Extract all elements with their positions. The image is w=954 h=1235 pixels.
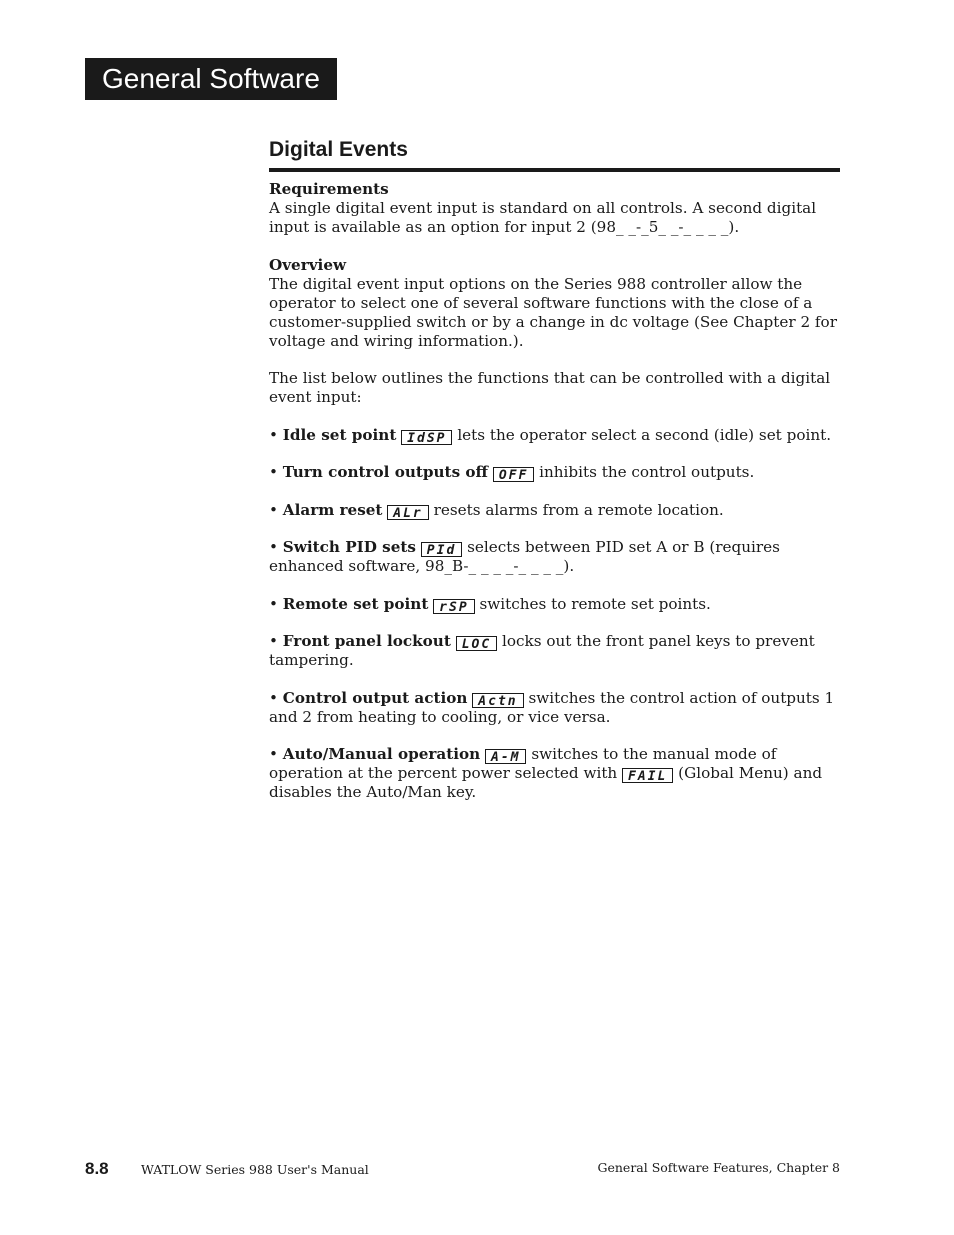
footer-chapter-title: General Software Features, Chapter 8 <box>597 1160 840 1175</box>
list-item-remote-set-point <box>269 595 840 614</box>
chapter-tab: General Software <box>85 58 337 100</box>
item-label: Idle set point <box>282 425 397 444</box>
bullet: • <box>269 538 278 556</box>
item-text: selects between PID set A or B (requires enhanced software, 98_B-_ _ _ _-_ _ _ _). <box>269 538 780 575</box>
item-label: Control output action <box>282 688 468 707</box>
lcd-code: rSP <box>433 599 474 614</box>
bullet: • <box>269 632 278 650</box>
title-rule <box>269 168 840 172</box>
lcd-code: A-M <box>485 749 526 764</box>
item-label: Switch PID sets <box>282 538 416 556</box>
requirements-paragraph <box>269 180 840 237</box>
item-label: Remote set point <box>282 594 429 613</box>
list-item-turn-outputs-off <box>269 463 840 482</box>
lcd-code-fail: FAIL <box>622 768 673 783</box>
bullet: • <box>269 425 278 444</box>
list-item-front-panel-lockout <box>269 632 840 670</box>
overview-paragraph <box>269 256 840 351</box>
bullet: • <box>269 594 278 613</box>
item-text: lets the operator select a second (idle) set point. <box>457 425 832 444</box>
item-label: Alarm reset <box>282 500 383 519</box>
item-label: Turn control outputs off <box>282 463 488 481</box>
list-item-control-output-action <box>269 689 840 727</box>
lcd-code: LOC <box>456 636 497 651</box>
overview-text: The digital event input options on the Series 988 controller allow the operator to select one of several software functions with the close of a customer-supplied switch or by a change in dc voltage (See Chapter 2 for voltage and wiring information.). <box>269 274 837 350</box>
lcd-code: OFF <box>493 467 534 482</box>
item-text: switches to remote set points. <box>479 594 711 613</box>
bullet: • <box>269 745 278 763</box>
bullet: • <box>269 463 278 481</box>
overview-heading: Overview <box>269 255 347 274</box>
list-item-auto-manual-operation <box>269 745 840 802</box>
page-number: 8.8 <box>85 1159 109 1178</box>
section-content <box>269 180 840 821</box>
requirements-text: A single digital event input is standard on all controls. A second digital input is available as an option for input 2 (98_ _-_5_ _-_ _ _ _). <box>269 199 817 236</box>
item-text: switches the control action of outputs 1 and 2 from heating to cooling, or vice versa. <box>269 688 835 726</box>
item-text: inhibits the control outputs. <box>539 463 755 481</box>
requirements-heading: Requirements <box>269 180 389 198</box>
bullet: • <box>269 688 278 707</box>
overview-list-intro: The list below outlines the functions that can be controlled with a digital event input: <box>269 369 831 406</box>
bullet: • <box>269 500 278 519</box>
item-text: resets alarms from a remote location. <box>433 500 724 519</box>
footer-manual-title: WATLOW Series 988 User's Manual <box>141 1162 369 1177</box>
item-label: Front panel lockout <box>282 632 451 650</box>
item-text: locks out the front panel keys to prevent tampering. <box>269 632 815 669</box>
list-item-idle-set-point <box>269 426 840 445</box>
item-text-continued: (Global Menu) and disables the Auto/Man key. <box>269 764 823 801</box>
lcd-code: IdSP <box>401 430 452 445</box>
item-label: Auto/Manual operation <box>282 745 481 763</box>
list-item-alarm-reset <box>269 501 840 520</box>
item-text: switches to the manual mode of operation at the percent power selected with <box>269 745 777 782</box>
section-title: Digital Events <box>269 138 408 161</box>
list-item-switch-pid-sets <box>269 538 840 576</box>
lcd-code: ALr <box>387 505 428 520</box>
lcd-code: PId <box>421 542 462 557</box>
lcd-code: Actn <box>472 693 523 708</box>
